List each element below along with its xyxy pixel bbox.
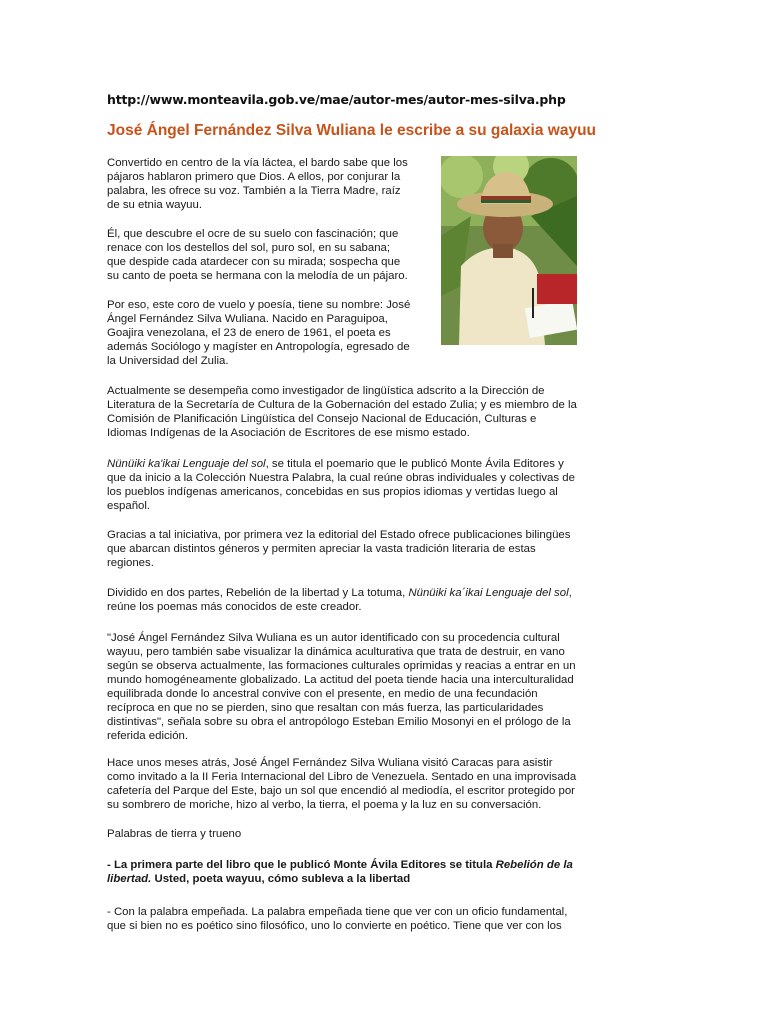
paragraph-quote: "José Ángel Fernández Silva Wuliana es un autor identificado con su procedencia cultural wayuu, pero también sabe visualizar la dinámica aculturativa que trata de destruir, en vano según se observa actualmente, las formaciones culturales oprimidas y reacias a entrar en un mundo homogéneamente globalizado. La actitud del poeta tiende hacia una interculturalidad equilibrada donde lo ancestral convive con el presente, en medio de una fecundación recíproca en que no se pierden, sino que resaltan con más fuerza, las particularidades distintivas", señala sobre su obra el antropólogo Esteban Emilio Mosonyi en el prólogo de la referida edición. [107,632,576,742]
paragraph-parts-end: , reúne los poemas más conocidos de este creador. [107,587,572,613]
paragraph-ochre: Él, que descubre el ocre de su suelo con fascinación; que renace con los destellos del sol, puro sol, en su sabana; que despide cada atardecer con su mirada; sospecha que su canto de poeta se hermana con la melodía de un pájaro. [107,228,408,282]
paragraph-current-role: Actualmente se desempeña como investigador de lingüística adscrito a la Dirección de Literatura de la Secretaría de Cultura de la Gobernación del estado Zulia; y es miembro de la Comisión de Planificación Lingüística del Consejo Nacional de Educación, Culturas e Idiomas Indígenas de la Asociación de Escritores de ese mismo estado. [107,385,577,439]
interview-answer: - Con la palabra empeñada. La palabra empeñada tiene que ver con un oficio fundamental, que si bien no es poético sino filosófico, uno lo convierte en poético. Tiene que ver con los [107,906,568,932]
paragraph-intro: Convertido en centro de la vía láctea, el bardo sabe que los pájaros hablaron primero que Dios. A ellos, por conjurar la palabra, les ofrece su voz. También a la Tierra Madre, raíz de su etnia wayuu. [107,157,408,211]
paragraph-name: Por eso, este coro de vuelo y poesía, tiene su nombre: José Ángel Fernández Silva Wuliana. Nacido en Paraguipoa, Goajira venezolana, el 23 de enero de 1961, el poeta es además Sociólogo y magíster en Antropología, egresado de la Universidad del Zulia. [107,299,411,367]
paragraph-parts-start: Dividido en dos partes, Rebelión de la libertad y La totuma, [107,587,409,599]
book-title: Nünüiki ka'ikai Lenguaje del sol [107,458,266,470]
book-title: Nünüiki ka´ikai Lenguaje del sol [408,587,569,599]
paragraph-visit: Hace unos meses atrás, José Ángel Fernández Silva Wuliana visitó Caracas para asistir como invitado a la II Feria Internacional del Libro de Venezuela. Sentado en una improvisada cafetería del Parque del Este, bajo un sol que encendió al mediodía, el escritor protegido por su sombrero de moriche, hizo al verbo, la tierra, el poema y la luz en su conversación. [107,757,577,811]
paragraph-initiative: Gracias a tal iniciativa, por primera vez la editorial del Estado ofrece publicaciones bilingües que abarcan distintos géneros y permiten apreciar la vasta tradición literaria de estas regiones. [107,529,571,569]
section-heading: Palabras de tierra y trueno [107,828,242,840]
paragraph-book-text: , se titula el poemario que le publicó Monte Ávila Editores y que da inicio a la Colección Nuestra Palabra, la cual reúne obras individuales y colectivas de los pueblos indígenas americanos, concebidas en sus propios idiomas y vertidas luego al español. [107,458,575,512]
question-book-title: Rebelión de la libertad. [107,859,573,885]
person-with-hat-writing-photo [441,156,577,345]
source-url[interactable]: http://www.monteavila.gob.ve/mae/autor-mes/autor-mes-silva.php [107,92,566,107]
paragraph-book [107,457,577,513]
question-text-end: Usted, poeta wayuu, cómo subleva a la libertad [151,873,411,885]
paragraph-parts [107,586,577,614]
interview-question [107,858,577,886]
article-title: José Ángel Fernández Silva Wuliana le escribe a su galaxia wayuu [107,122,597,139]
question-text: - La primera parte del libro que le publicó Monte Ávila Editores se titula [107,859,496,871]
